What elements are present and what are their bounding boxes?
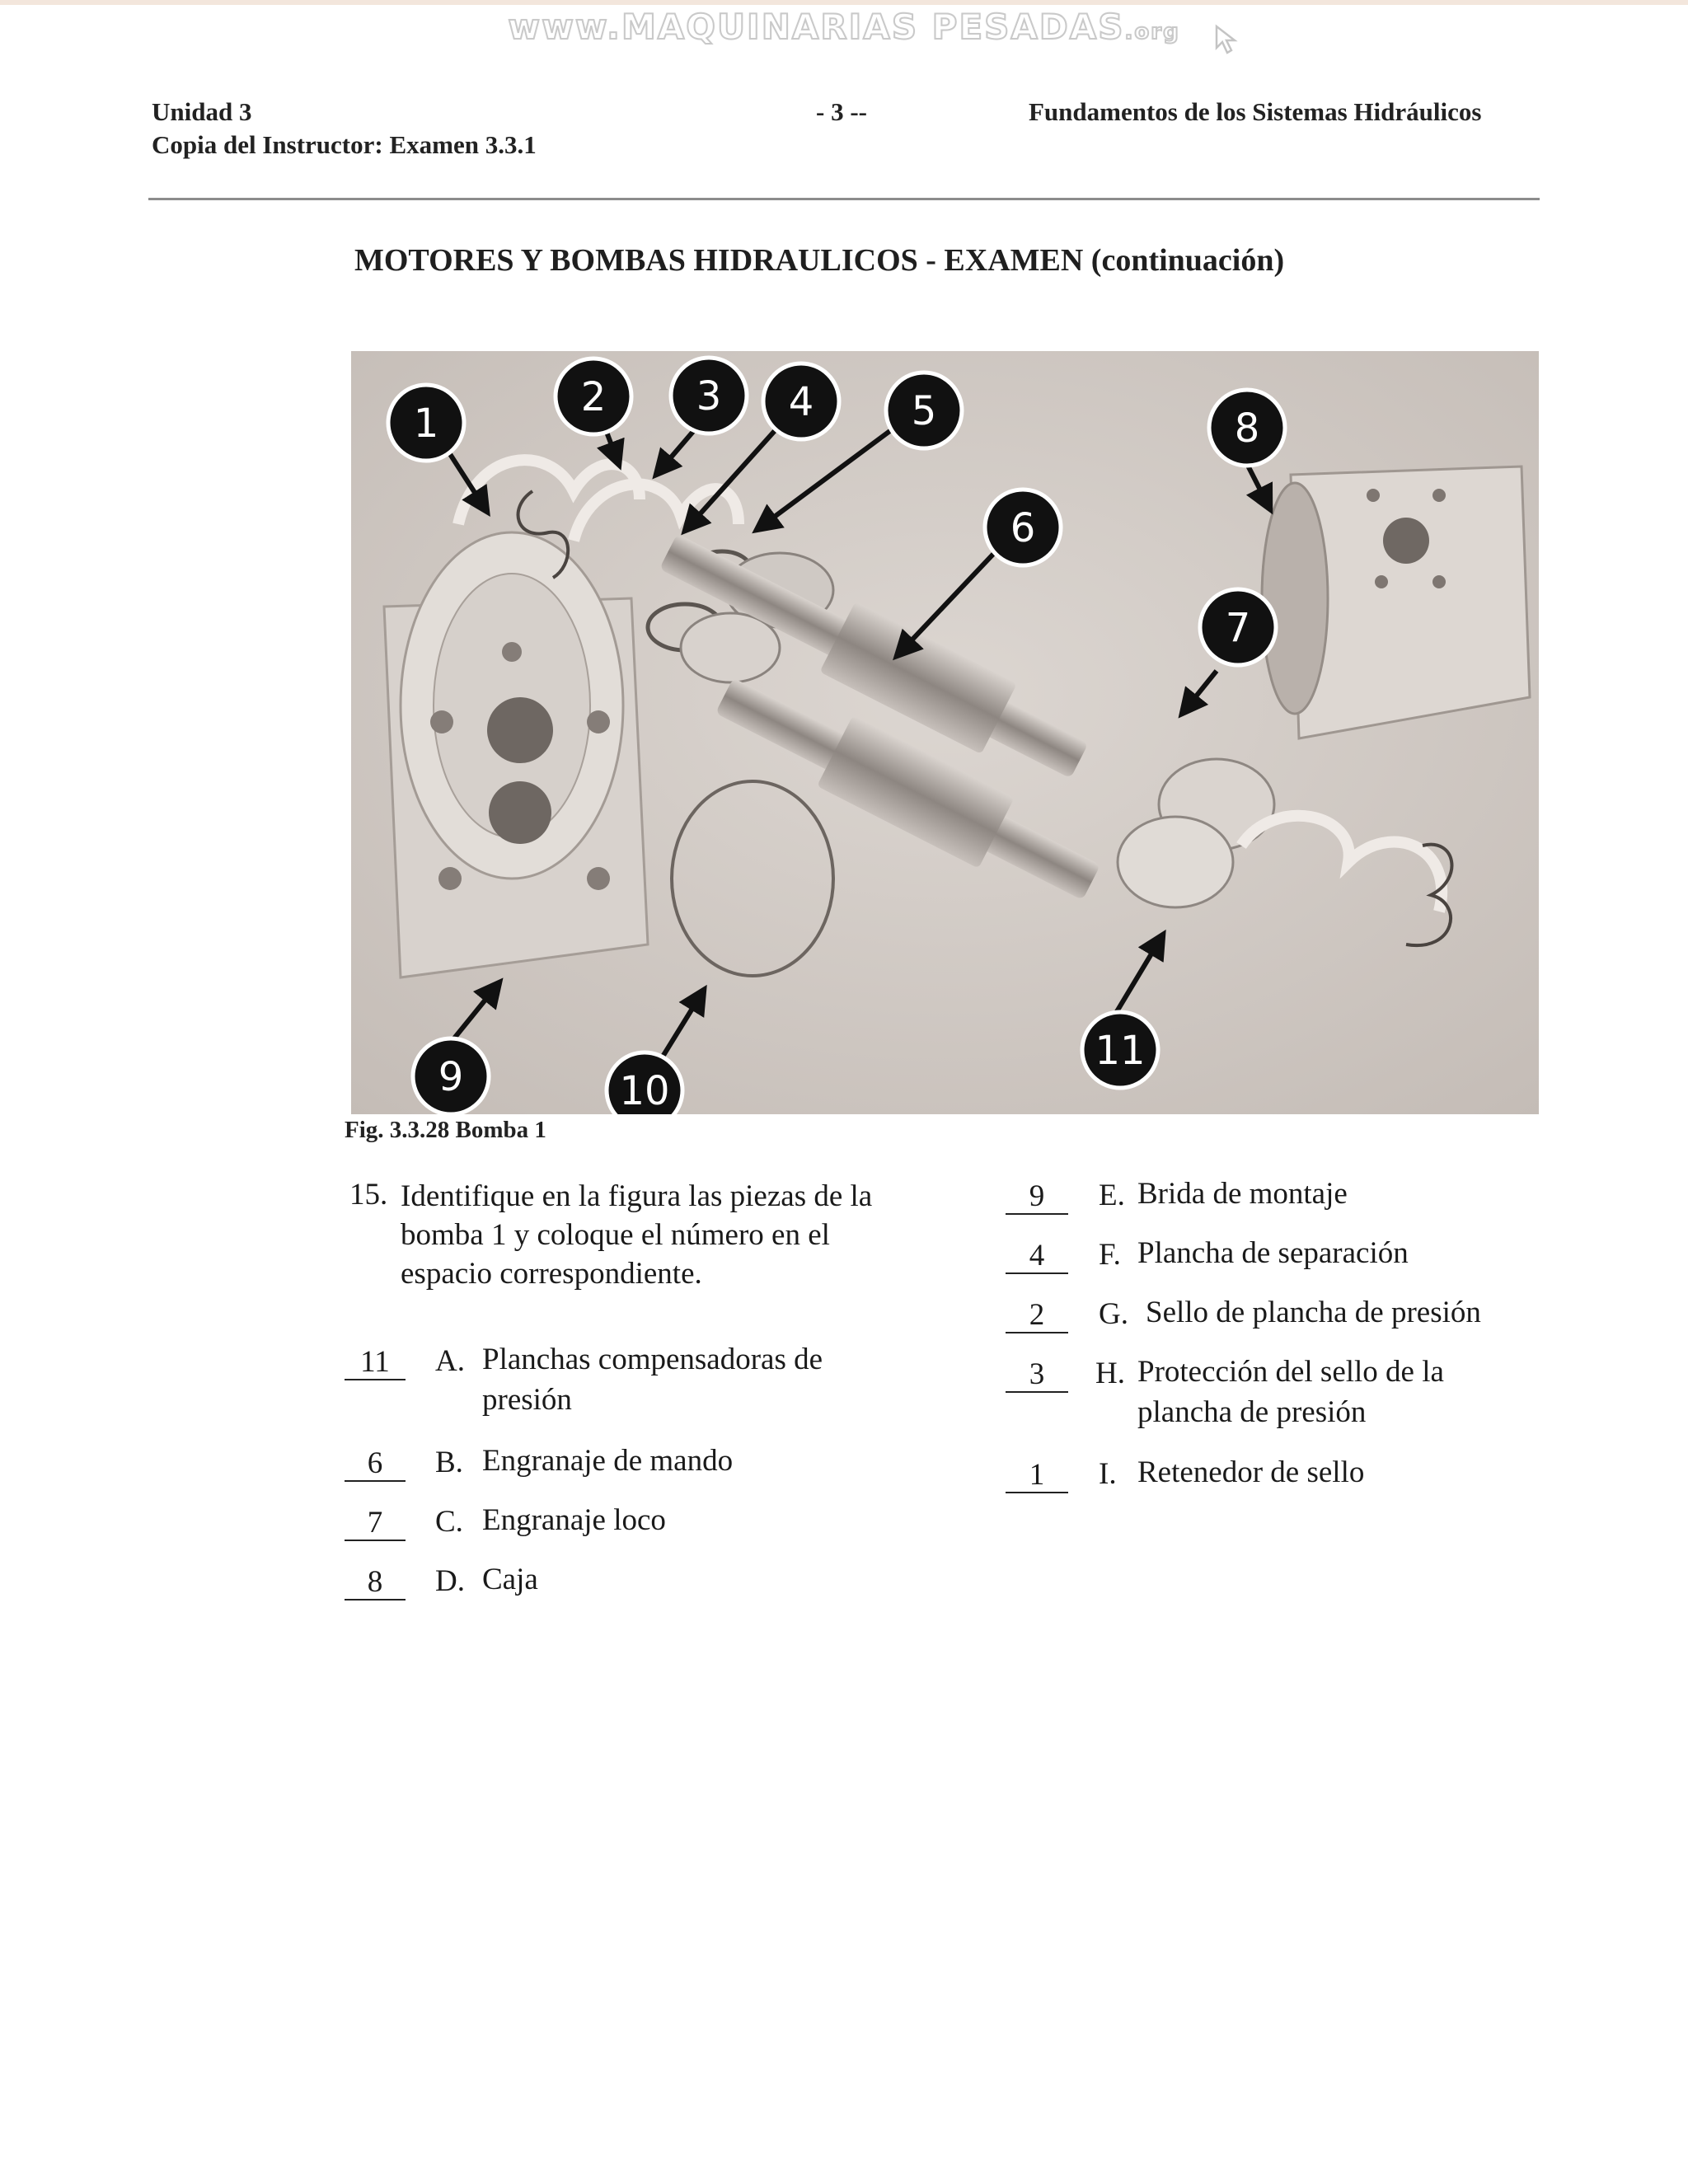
page-title: MOTORES Y BOMBAS HIDRAULICOS - EXAMEN (continuación) [354, 243, 1285, 278]
figure-caption: Fig. 3.3.28 Bomba 1 [345, 1117, 546, 1143]
header-rule [148, 198, 1540, 200]
answer-blank: 8 [345, 1566, 406, 1601]
answer-letter: D. [435, 1564, 465, 1598]
callout-3-label: 3 [696, 373, 722, 419]
callout-1-label: 1 [413, 401, 439, 447]
callout-11-label: 11 [1095, 1028, 1146, 1074]
answer-text: Engranaje loco [482, 1503, 666, 1537]
callout-5-label: 5 [911, 388, 937, 434]
answer-letter: H. [1095, 1357, 1125, 1390]
header-copy: Copia del Instructor: Examen 3.3.1 [152, 130, 537, 159]
callout-10-label: 10 [619, 1068, 670, 1114]
answer-blank: 2 [1006, 1299, 1068, 1333]
pump-housing [1262, 466, 1530, 738]
answer-blank: 7 [345, 1507, 406, 1541]
callout-7-label: 7 [1225, 605, 1251, 651]
header-page-number: - 3 -- [816, 97, 867, 126]
answer-letter: G. [1099, 1297, 1128, 1331]
answer-blank: 1 [1006, 1459, 1068, 1493]
answer-blank: 6 [345, 1447, 406, 1482]
answer-text: Protección del sello de la plancha de presión [1137, 1355, 1444, 1429]
answer-letter: I. [1099, 1457, 1117, 1491]
pump-exploded-photo [351, 351, 1539, 1114]
answer-text: Brida de montaje [1137, 1177, 1348, 1211]
answer-letter: C. [435, 1505, 463, 1539]
answer-text: Sello de plancha de presión [1146, 1296, 1481, 1329]
watermark [0, 7, 1688, 47]
mounting-flange [384, 532, 648, 977]
answer-letter: E. [1099, 1179, 1125, 1212]
answer-text: Plancha de separación [1137, 1236, 1409, 1270]
pump-illustration [351, 351, 1539, 1114]
answer-blank: 4 [1006, 1240, 1068, 1274]
answer-text: Planchas compensadoras de presión [482, 1343, 823, 1417]
question-text: Identifique en la figura las piezas de la bomba 1 y coloque el número en el espacio correspondiente. [401, 1179, 873, 1291]
callout-2-label: 2 [580, 374, 607, 420]
header-unit: Unidad 3 [152, 97, 252, 126]
callout-9-label: 9 [438, 1054, 464, 1100]
answer-text: Caja [482, 1563, 538, 1596]
cursor-icon [1213, 23, 1246, 56]
answer-blank: 11 [345, 1346, 406, 1380]
answer-blank: 3 [1006, 1358, 1068, 1393]
question-number: 15. [349, 1178, 388, 1212]
watermark-suffix: .org [1124, 20, 1180, 45]
answer-letter: F. [1099, 1238, 1121, 1272]
top-band [0, 0, 1688, 5]
header-course: Fundamentos de los Sistemas Hidráulicos [1029, 97, 1482, 126]
answer-text: Retenedor de sello [1137, 1455, 1365, 1489]
answer-letter: B. [435, 1446, 463, 1479]
callout-4-label: 4 [788, 379, 814, 425]
answer-blank: 9 [1006, 1180, 1068, 1215]
callout-8-label: 8 [1234, 405, 1260, 452]
answer-letter: A. [435, 1344, 465, 1378]
callout-6-label: 6 [1010, 505, 1036, 551]
answer-text: Engranaje de mando [482, 1444, 734, 1478]
watermark-text: www.MAQUINARIAS PESADAS [508, 7, 1125, 47]
